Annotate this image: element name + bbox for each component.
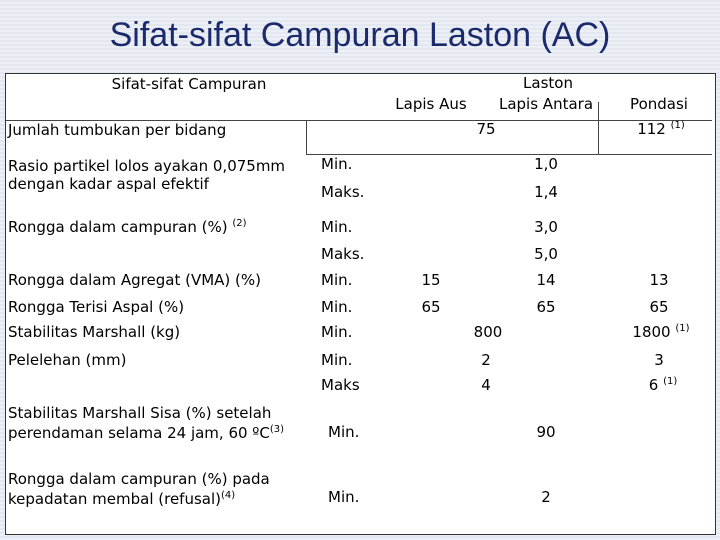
- value-pelelehan-max: 4: [481, 376, 491, 394]
- properties-table: [5, 73, 716, 535]
- value-rongga-min: 3,0: [534, 218, 558, 236]
- header-pondasi: Pondasi: [630, 95, 688, 113]
- vfa-min: Min.: [321, 298, 353, 316]
- header-lapis-antara: Lapis Antara: [498, 95, 594, 113]
- label-marshall: Stabilitas Marshall (kg): [8, 323, 181, 341]
- value-refusal: 2: [541, 488, 551, 506]
- rasio-max: Maks.: [321, 183, 365, 201]
- header-laston: Laston: [523, 74, 573, 92]
- value-vfa-pondasi: 65: [649, 298, 669, 316]
- value-rongga-max: 5,0: [534, 245, 558, 263]
- sisa-min: Min.: [328, 423, 360, 441]
- label-refusal-1: Rongga dalam campuran (%) pada: [8, 470, 270, 488]
- label-rongga: Rongga dalam campuran (%) $^{(2)}$: [8, 218, 247, 236]
- refusal-min: Min.: [328, 488, 360, 506]
- value-vma-antara: 14: [536, 271, 556, 289]
- label-tumbukan: Jumlah tumbukan per bidang: [8, 121, 227, 139]
- pelelehan-max: Maks: [321, 376, 360, 394]
- value-marshall-aus-antara: 800: [473, 323, 503, 341]
- value-tumbukan-pondasi: 112 $^{(1)}$: [637, 120, 685, 138]
- value-vma-pondasi: 13: [649, 271, 669, 289]
- marshall-min: Min.: [321, 323, 353, 341]
- value-vfa-aus: 65: [421, 298, 441, 316]
- label-pelelehan: Pelelehan (mm): [8, 351, 127, 369]
- value-pelelehan-max-pondasi: 6 $^{(1)}$: [648, 376, 678, 394]
- header-property: Sifat-sifat Campuran: [111, 75, 267, 93]
- label-sisa-1: Stabilitas Marshall Sisa (%) setelah: [8, 404, 272, 422]
- vma-min: Min.: [321, 271, 353, 289]
- label-vma: Rongga dalam Agregat (VMA) (%): [8, 271, 261, 289]
- label-sisa-2: perendaman selama 24 jam, 60 ºC$^{(3)}$: [8, 424, 285, 442]
- header-lapis-aus: Lapis Aus: [395, 95, 467, 113]
- row-divider: [306, 154, 712, 155]
- label-rasio-2: dengan kadar aspal efektif: [8, 175, 209, 193]
- label-refusal-2: kepadatan membal (refusal)$^{(4)}$: [8, 490, 236, 508]
- value-vfa-antara: 65: [536, 298, 556, 316]
- rongga-max: Maks.: [321, 245, 365, 263]
- label-rasio-1: Rasio partikel lolos ayakan 0,075mm: [8, 157, 286, 175]
- rasio-min: Min.: [321, 155, 353, 173]
- value-tumbukan-aus-antara: 75: [476, 120, 496, 138]
- value-marshall-pondasi: 1800 $^{(1)}$: [632, 323, 690, 341]
- page-title: Sifat-sifat Campuran Laston (AC): [109, 16, 611, 54]
- value-vma-aus: 15: [421, 271, 441, 289]
- value-sisa: 90: [536, 423, 556, 441]
- value-pelelehan-min: 2: [481, 351, 491, 369]
- label-vfa: Rongga Terisi Aspal (%): [8, 298, 185, 316]
- value-rasio-max: 1,4: [534, 183, 558, 201]
- rongga-min: Min.: [321, 218, 353, 236]
- column-divider: [598, 102, 599, 154]
- pelelehan-min: Min.: [321, 351, 353, 369]
- value-rasio-min: 1,0: [534, 155, 558, 173]
- value-pelelehan-min-pondasi: 3: [654, 351, 664, 369]
- column-divider: [306, 120, 307, 154]
